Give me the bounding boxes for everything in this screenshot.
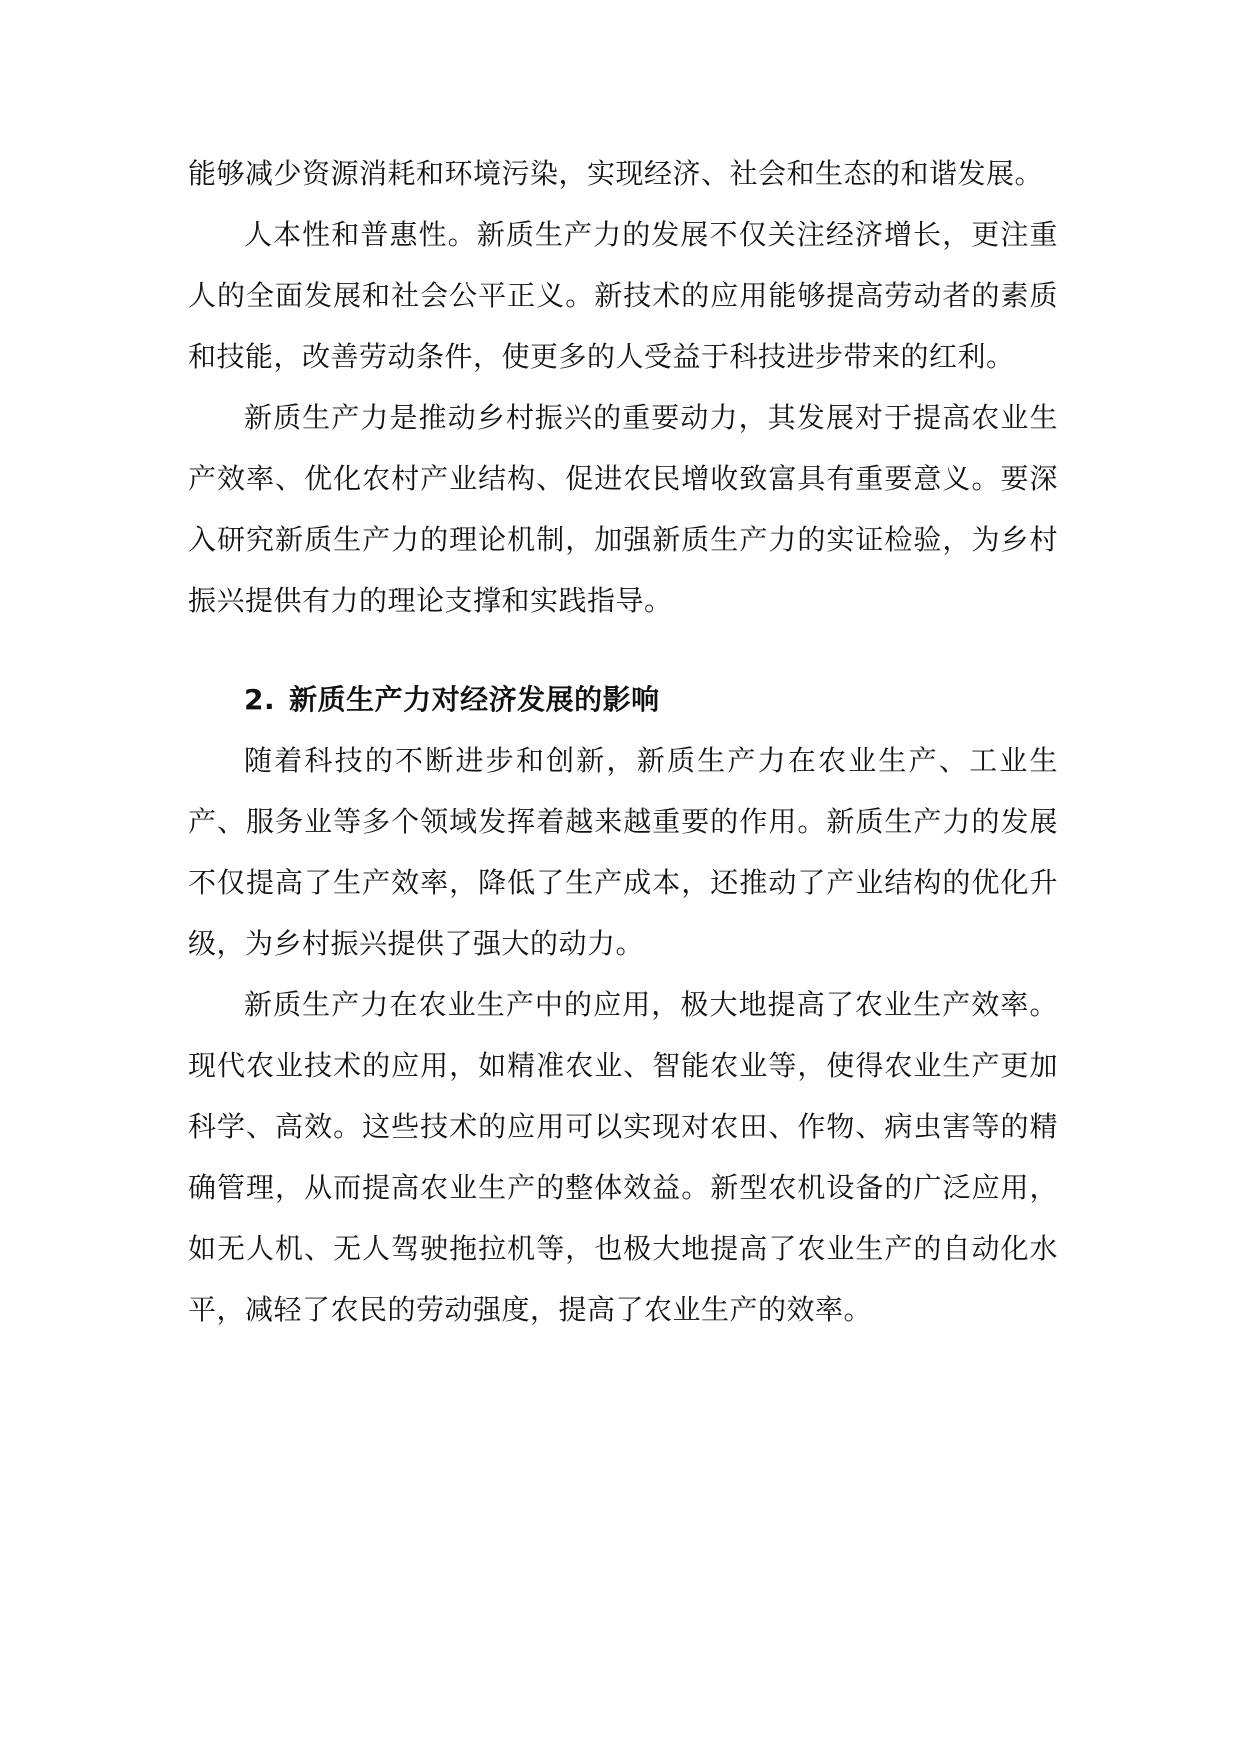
document-body (188, 143, 1058, 1340)
paragraph-rural-revitalization: 新质生产力是推动乡村振兴的重要动力，其发展对于提高农业生产效率、优化农村产业结构、促进农民增收致富具有重要意义。要深入研究新质生产力的理论机制，加强新质生产力的实证检验，为乡村振兴提供有力的理论支撑和实践指导。 (188, 401, 1058, 617)
paragraph-people-oriented: 人本性和普惠性。新质生产力的发展不仅关注经济增长，更注重人的全面发展和社会公平正义。新技术的应用能够提高劳动者的素质和技能，改善劳动条件，使更多的人受益于科技进步带来的红利。 (188, 218, 1058, 373)
section-number: 2. (244, 683, 276, 716)
section-title: 新质生产力对经济发展的影响 (289, 683, 660, 716)
section-heading (188, 669, 1058, 730)
paragraph-tech-progress: 随着科技的不断进步和创新，新质生产力在农业生产、工业生产、服务业等多个领域发挥着越来越重要的作用。新质生产力的发展不仅提高了生产效率，降低了生产成本，还推动了产业结构的优化升级，为乡村振兴提供了强大的动力。 (188, 744, 1058, 960)
paragraph-continued: 能够减少资源消耗和环境污染，实现经济、社会和生态的和谐发展。 (188, 157, 1044, 190)
paragraph-agriculture-application: 新质生产力在农业生产中的应用，极大地提高了农业生产效率。现代农业技术的应用，如精准农业、智能农业等，使得农业生产更加科学、高效。这些技术的应用可以实现对农田、作物、病虫害等的精确管理，从而提高农业生产的整体效益。新型农机设备的广泛应用，如无人机、无人驾驶拖拉机等，也极大地提高了农业生产的自动化水平，减轻了农民的劳动强度，提高了农业生产的效率。 (188, 988, 1058, 1326)
